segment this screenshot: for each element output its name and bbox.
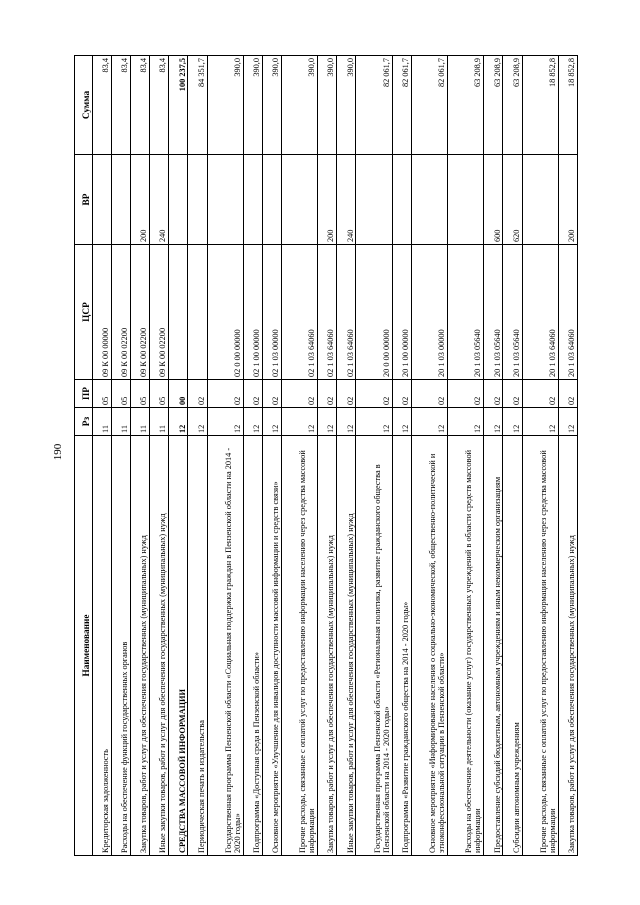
- cell-rz: 12: [207, 408, 243, 436]
- table-row: [448, 56, 484, 856]
- table-row: [484, 56, 503, 856]
- table-row: [411, 56, 447, 856]
- column-header-vr: ВР: [75, 155, 93, 245]
- cell-name: Расходы на обеспечение функций государственных органов: [112, 436, 131, 856]
- column-header-name: Наименование: [75, 436, 93, 856]
- cell-pr: 02: [411, 380, 447, 408]
- cell-sum: 390,0: [337, 56, 356, 155]
- column-header-pr: ПР: [75, 380, 93, 408]
- cell-sum: 390,0: [318, 56, 337, 155]
- cell-sum: 82 061,7: [392, 56, 411, 155]
- table-body: [93, 56, 578, 856]
- cell-pr: 05: [112, 380, 131, 408]
- column-header-sum: Сумма: [75, 56, 93, 155]
- cell-pr: 02: [484, 380, 503, 408]
- cell-sum: 63 208,9: [484, 56, 503, 155]
- cell-pr: 02: [262, 380, 281, 408]
- rotated-table-area: [74, 56, 578, 856]
- cell-csr: 20 1 03 05640: [448, 245, 484, 380]
- cell-rz: 12: [484, 408, 503, 436]
- cell-pr: 02: [337, 380, 356, 408]
- cell-name: Закупка товаров, работ и услуг для обеспечения государственных (муниципальных) нужд: [318, 436, 337, 856]
- cell-pr: 05: [131, 380, 150, 408]
- cell-rz: 12: [169, 408, 188, 436]
- table-row: [356, 56, 392, 856]
- table-row: [207, 56, 243, 856]
- cell-pr: 02: [318, 380, 337, 408]
- cell-rz: 12: [282, 408, 318, 436]
- cell-name: Кредиторская задолженность: [93, 436, 112, 856]
- cell-rz: 12: [337, 408, 356, 436]
- cell-rz: 12: [356, 408, 392, 436]
- budget-table: [74, 55, 578, 856]
- table-row: [337, 56, 356, 856]
- cell-vr: [522, 155, 558, 245]
- cell-sum: 18 852,8: [558, 56, 577, 155]
- cell-vr: 600: [484, 155, 503, 245]
- cell-vr: [411, 155, 447, 245]
- cell-csr: 20 1 03 05640: [503, 245, 522, 380]
- cell-pr: 05: [150, 380, 169, 408]
- cell-pr: 02: [243, 380, 262, 408]
- cell-pr: 02: [503, 380, 522, 408]
- table-row: [503, 56, 522, 856]
- cell-name: Государственная программа Пензенской области «Социальная поддержка граждан в Пензенской области на 2014 - 2020 годы»: [207, 436, 243, 856]
- cell-name: Государственная программа Пензенской области «Региональная политика, развитие гражданского общества в Пензенской области на 2014 - 2020 годы»: [356, 436, 392, 856]
- cell-vr: 200: [558, 155, 577, 245]
- cell-vr: 200: [318, 155, 337, 245]
- cell-rz: 11: [131, 408, 150, 436]
- cell-rz: 12: [448, 408, 484, 436]
- page-number: 190: [52, 443, 64, 461]
- cell-rz: 12: [392, 408, 411, 436]
- cell-rz: 11: [93, 408, 112, 436]
- cell-vr: 200: [131, 155, 150, 245]
- cell-name: Иные закупки товаров, работ и услуг для обеспечения государственных (муниципальных) нужд: [337, 436, 356, 856]
- cell-sum: 83,4: [131, 56, 150, 155]
- table-row: [188, 56, 207, 856]
- table-row: [522, 56, 558, 856]
- cell-rz: 11: [112, 408, 131, 436]
- cell-rz: 12: [411, 408, 447, 436]
- cell-vr: [392, 155, 411, 245]
- cell-pr: 02: [558, 380, 577, 408]
- cell-sum: 84 351,7: [188, 56, 207, 155]
- cell-sum: 18 852,8: [522, 56, 558, 155]
- cell-sum: 390,0: [207, 56, 243, 155]
- table-row: [558, 56, 577, 856]
- cell-pr: 02: [207, 380, 243, 408]
- table-row: [243, 56, 262, 856]
- cell-pr: 02: [188, 380, 207, 408]
- cell-name: Предоставление субсидий бюджетным, автономным учреждениям и иным некоммерческим организациям: [484, 436, 503, 856]
- table-row: [169, 56, 188, 856]
- cell-csr: 02 1 00 00000: [243, 245, 262, 380]
- cell-vr: [112, 155, 131, 245]
- cell-vr: [243, 155, 262, 245]
- cell-sum: 83,4: [150, 56, 169, 155]
- cell-name: Подпрограмма «Развитие гражданского общества на 2014 - 2020 годы»: [392, 436, 411, 856]
- cell-sum: 83,4: [112, 56, 131, 155]
- cell-vr: 620: [503, 155, 522, 245]
- cell-vr: [356, 155, 392, 245]
- table-row: [131, 56, 150, 856]
- cell-name: Основное мероприятие «Информирование населения о социально-экономической, общественно-политической и этноконфессиональной ситуации в Пензенской области»: [411, 436, 447, 856]
- cell-csr: 02 1 03 64060: [318, 245, 337, 380]
- cell-csr: 02 1 03 64060: [337, 245, 356, 380]
- cell-rz: 12: [503, 408, 522, 436]
- cell-rz: 12: [243, 408, 262, 436]
- cell-sum: 100 237,5: [169, 56, 188, 155]
- cell-pr: 02: [282, 380, 318, 408]
- cell-pr: 02: [392, 380, 411, 408]
- cell-csr: 02 0 00 00000: [207, 245, 243, 380]
- column-header-csr: ЦСР: [75, 245, 93, 380]
- cell-name: Расходы на обеспечение деятельности (оказание услуг) государственных учреждений в области средств массовой информации: [448, 436, 484, 856]
- cell-csr: 09 К 00 02200: [150, 245, 169, 380]
- cell-vr: [207, 155, 243, 245]
- column-header-rz: Рз: [75, 408, 93, 436]
- cell-rz: 12: [262, 408, 281, 436]
- cell-csr: [169, 245, 188, 380]
- cell-pr: 00: [169, 380, 188, 408]
- table-row: [262, 56, 281, 856]
- cell-csr: 20 0 00 00000: [356, 245, 392, 380]
- cell-csr: 20 1 03 05640: [484, 245, 503, 380]
- table-row: [112, 56, 131, 856]
- cell-csr: 20 1 03 64060: [558, 245, 577, 380]
- table-row: [150, 56, 169, 856]
- cell-vr: [169, 155, 188, 245]
- cell-sum: 63 208,9: [503, 56, 522, 155]
- cell-vr: 240: [337, 155, 356, 245]
- cell-name: Основное мероприятие «Улучшение для инвалидов доступности массовой информации и средств связи»: [262, 436, 281, 856]
- cell-csr: 02 1 03 64060: [282, 245, 318, 380]
- table-row: [392, 56, 411, 856]
- cell-name: Прочие расходы, связанные с оплатой услуг по предоставлению информации населению через средства массовой информации: [282, 436, 318, 856]
- cell-csr: 09 К 00 02200: [131, 245, 150, 380]
- cell-csr: 20 1 03 00000: [411, 245, 447, 380]
- cell-csr: 20 1 00 00000: [392, 245, 411, 380]
- cell-vr: [282, 155, 318, 245]
- cell-name: СРЕДСТВА МАССОВОЙ ИНФОРМАЦИИ: [169, 436, 188, 856]
- table-row: [318, 56, 337, 856]
- table-holder: [74, 56, 578, 856]
- cell-pr: 02: [522, 380, 558, 408]
- cell-pr: 02: [448, 380, 484, 408]
- cell-sum: 83,4: [93, 56, 112, 155]
- cell-csr: 20 1 03 64060: [522, 245, 558, 380]
- cell-rz: 12: [318, 408, 337, 436]
- cell-csr: 09 К 00 00000: [93, 245, 112, 380]
- cell-name: Субсидии автономным учреждениям: [503, 436, 522, 856]
- cell-name: Прочие расходы, связанные с оплатой услуг по предоставлению информации населению через средства массовой информации: [522, 436, 558, 856]
- table-row: [93, 56, 112, 856]
- cell-rz: 12: [522, 408, 558, 436]
- cell-sum: 390,0: [243, 56, 262, 155]
- cell-csr: [188, 245, 207, 380]
- cell-vr: [93, 155, 112, 245]
- cell-sum: 82 061,7: [356, 56, 392, 155]
- cell-sum: 63 208,9: [448, 56, 484, 155]
- cell-name: Периодическая печать и издательства: [188, 436, 207, 856]
- cell-csr: 02 1 03 00000: [262, 245, 281, 380]
- cell-sum: 82 061,7: [411, 56, 447, 155]
- cell-vr: [262, 155, 281, 245]
- cell-vr: [448, 155, 484, 245]
- cell-name: Закупка товаров, работ и услуг для обеспечения государственных (муниципальных) нужд: [131, 436, 150, 856]
- cell-csr: 09 К 00 02200: [112, 245, 131, 380]
- header-row: [75, 56, 93, 856]
- cell-rz: 11: [150, 408, 169, 436]
- cell-sum: 390,0: [282, 56, 318, 155]
- cell-vr: 240: [150, 155, 169, 245]
- cell-sum: 390,0: [262, 56, 281, 155]
- cell-vr: [188, 155, 207, 245]
- cell-rz: 12: [558, 408, 577, 436]
- cell-pr: 05: [93, 380, 112, 408]
- cell-name: Подпрограмма «Доступная среда в Пензенской области»: [243, 436, 262, 856]
- cell-rz: 12: [188, 408, 207, 436]
- table-row: [282, 56, 318, 856]
- cell-pr: 02: [356, 380, 392, 408]
- cell-name: Иные закупки товаров, работ и услуг для обеспечения государственных (муниципальных) нужд: [150, 436, 169, 856]
- cell-name: Закупка товаров, работ и услуг для обеспечения государственных (муниципальных) нужд: [558, 436, 577, 856]
